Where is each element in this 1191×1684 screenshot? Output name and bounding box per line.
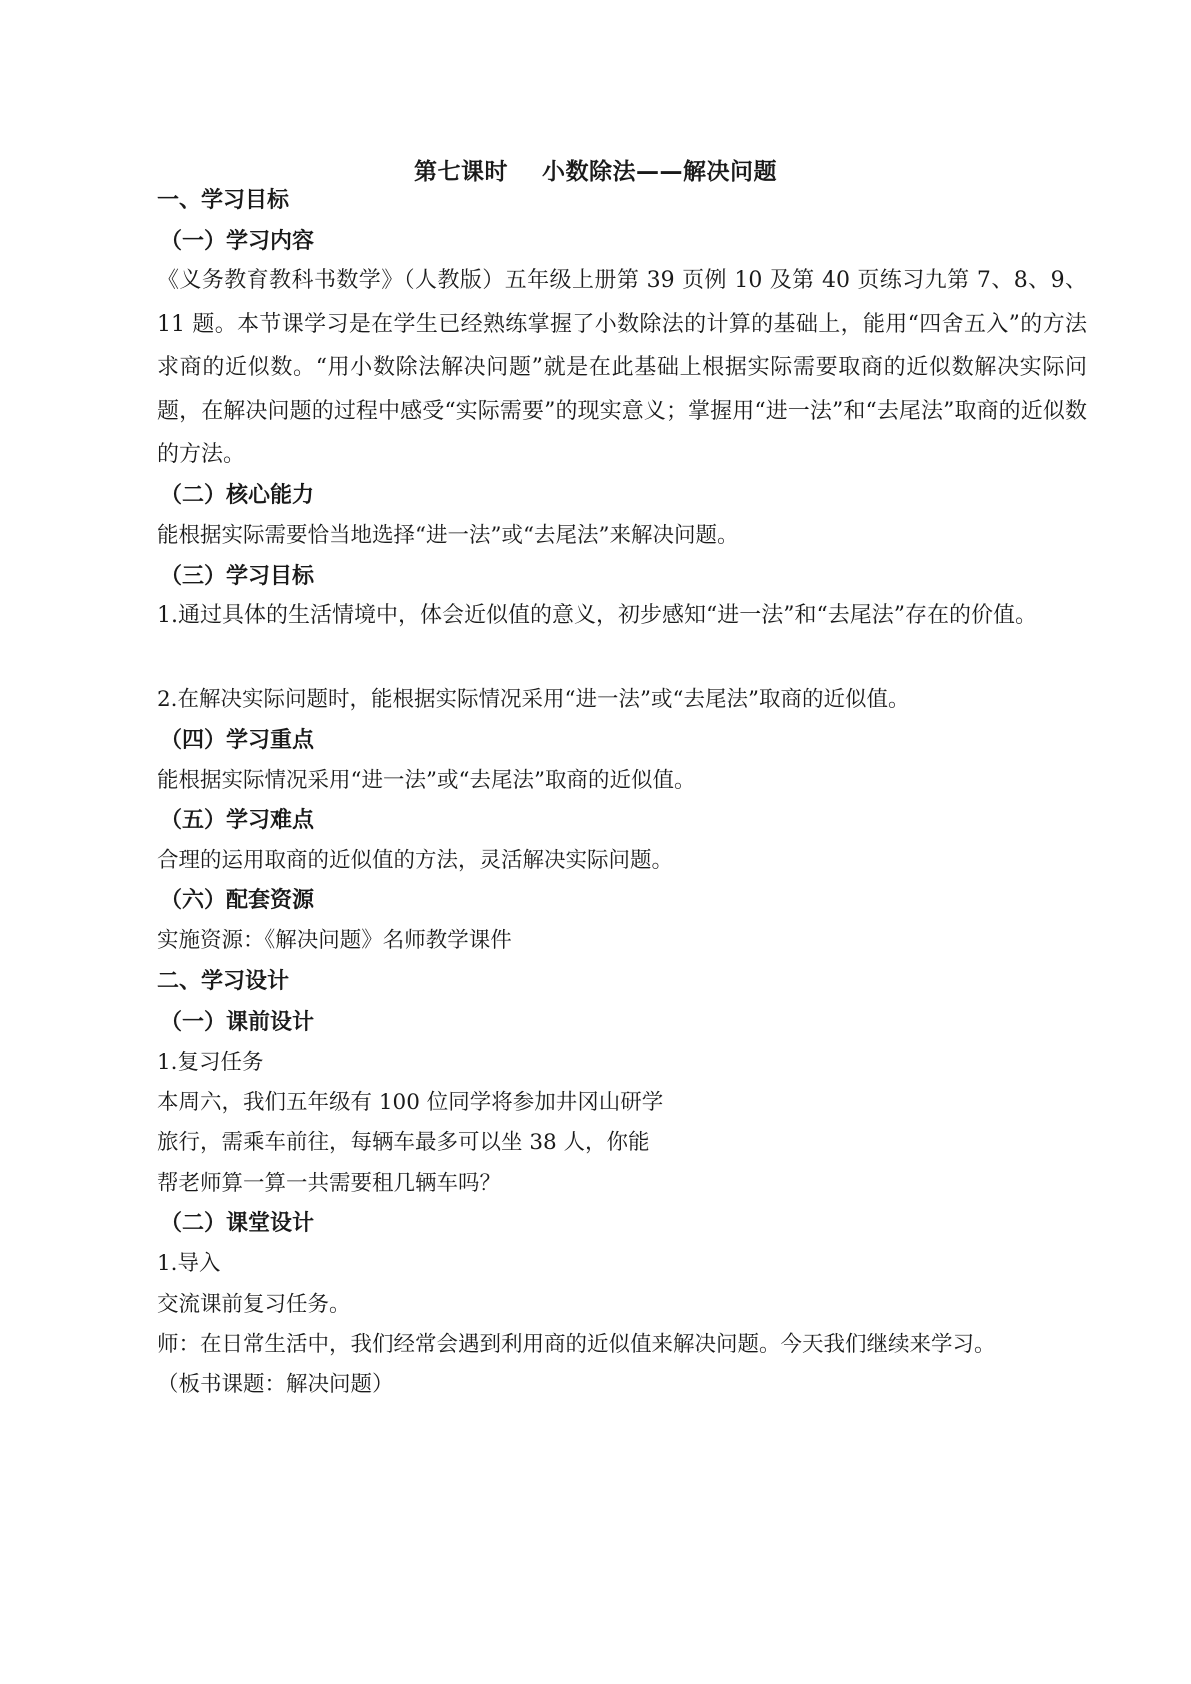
goal-item-2: 2.在解决实际问题时，能根据实际情况采用“进一法”或“去尾法”取商的近似值。	[157, 687, 910, 712]
learning-content-paragraph: 《义务教育教科书数学》（人教版）五年级上册第 39 页例 10 及第 40 页练习九第 7、8、9、11 题。本节课学习是在学生已经熟练掌握了小数除法的计算的基础上，能用“四舍五入”的方法求商的近似数。“用小数除法解决问题”就是在此基础上根据实际需要取商的近似数解决实际问题，在解决问题的过程中感受“实际需要”的现实意义；掌握用“进一法”和“去尾法”取商的近似数的方法。	[157, 268, 1087, 467]
key-point-text: 能根据实际情况采用“进一法”或“去尾法”取商的近似值。	[157, 768, 696, 793]
lesson-title: 第七课时 小数除法——解决问题	[413, 159, 778, 185]
resources-text: 实施资源：《解决问题》名师教学课件	[157, 928, 512, 953]
section-heading-learning-goals: 一、学习目标	[157, 188, 290, 213]
intro-line-1: 交流课前复习任务。	[157, 1292, 351, 1317]
subheading-difficulty: （五）学习难点	[160, 808, 315, 833]
subheading-key-point: （四）学习重点	[160, 728, 315, 753]
review-task-title: 1.复习任务	[157, 1050, 264, 1075]
subheading-pre-class-design: （一）课前设计	[160, 1010, 315, 1035]
intro-title: 1.导入	[157, 1251, 221, 1276]
section-heading-learning-design: 二、学习设计	[157, 969, 290, 994]
intro-line-3: （板书课题：解决问题）	[157, 1372, 394, 1397]
review-task-line-2: 旅行，需乘车前往，每辆车最多可以坐 38 人，你能	[157, 1130, 650, 1155]
review-task-line-3: 帮老师算一算一共需要租几辆车吗？	[157, 1171, 502, 1196]
subheading-resources: （六）配套资源	[160, 888, 315, 913]
subheading-learning-content: （一）学习内容	[160, 229, 315, 254]
subheading-classroom-design: （二）课堂设计	[160, 1211, 315, 1236]
goal-item-1: 1.通过具体的生活情境中，体会近似值的意义，初步感知“进一法”和“去尾法”存在的价值。	[157, 603, 1037, 628]
intro-line-2: 师：在日常生活中，我们经常会遇到利用商的近似值来解决问题。今天我们继续来学习。	[157, 1332, 996, 1357]
subheading-learning-goals: （三）学习目标	[160, 564, 315, 589]
core-ability-text: 能根据实际需要恰当地选择“进一法”或“去尾法”来解决问题。	[157, 523, 739, 548]
difficulty-text: 合理的运用取商的近似值的方法，灵活解决实际问题。	[157, 848, 674, 873]
review-task-line-1: 本周六，我们五年级有 100 位同学将参加井冈山研学	[157, 1090, 664, 1115]
subheading-core-ability: （二）核心能力	[160, 483, 315, 508]
